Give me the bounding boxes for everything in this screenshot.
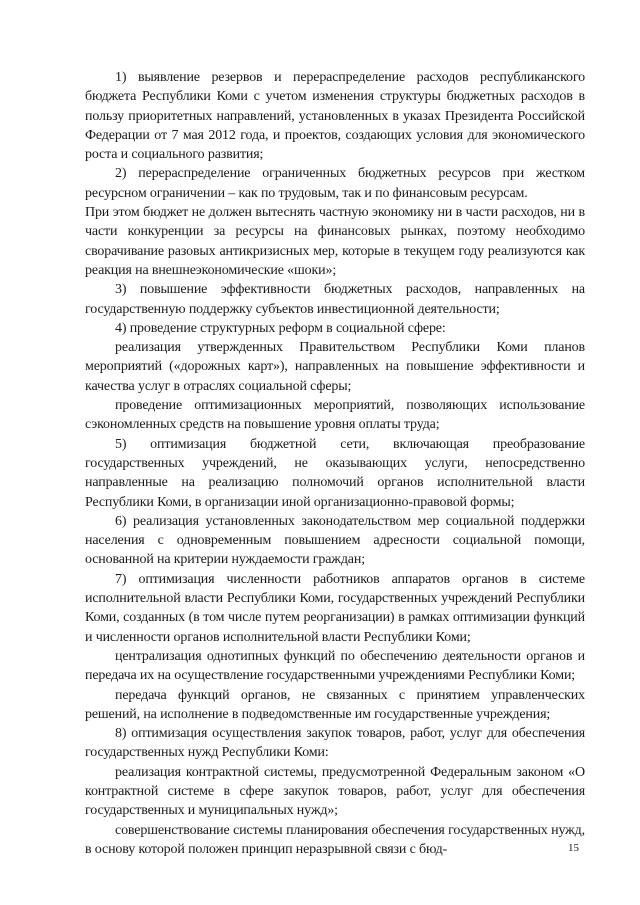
paragraph-7: проведение оптимизационных мероприятий, позволяющих использование сэкономленных средств на повышение уровня оплаты труда;: [85, 398, 585, 433]
paragraph-6: реализация утвержденных Правительством Республики Коми планов мероприятий («дорожных карт»), направленных на повышение эффективности и качества услуг в отраслях социальной сферы;: [85, 340, 585, 394]
paragraph-4: 3) повышение эффективности бюджетных расходов, направленных на государственную поддержку субъектов инвестиционной деятельности;: [85, 282, 585, 317]
paragraph-15: совершенствование системы планирования обеспечения государственных нужд, в основу которой положен принцип неразрывной связи с бюд-: [85, 822, 585, 857]
paragraph-5: 4) проведение структурных реформ в социальной сфере:: [115, 320, 446, 336]
paragraph-12: передача функций органов, не связанных с принятием управленческих решений, на исполнение в подведомственные им государственные учреждения;: [85, 687, 585, 722]
paragraph-13: 8) оптимизация осуществления закупок товаров, работ, услуг для обеспечения государственных нужд Республики Коми:: [85, 726, 585, 761]
page-number: 15: [568, 842, 579, 854]
paragraph-2: 2) перераспределение ограниченных бюджетных ресурсов при жестком ресурсном ограничении – как по трудовым, так и по финансовым ресурсам.: [85, 166, 585, 201]
paragraph-3: При этом бюджет не должен вытеснять частную экономику ни в части расходов, ни в части конкуренции за ресурсы на финансовых рынках, поэтому необходимо сворачивание разовых антикризисных мер, которые в текущем году реализуются как реакция на внешнеэкономические «шоки»;: [85, 205, 585, 278]
paragraph-1: 1) выявление резервов и перераспределение расходов республиканского бюджета Республики Коми с учетом изменения структуры бюджетных расходов в пользу приоритетных направлений, установленных в указах Президента Российской Федерации от 7 мая 2012 года, и проектов, создающих условия для экономического роста и социального развития;: [85, 70, 585, 163]
paragraph-14: реализация контрактной системы, предусмотренной Федеральным законом «О контрактной системе в сфере закупок товаров, работ, услуг для обеспечения государственных и муниципальных нужд»;: [85, 764, 585, 819]
paragraph-11: централизация однотипных функций по обеспечению деятельности органов и передача их на осуществление государственными учреждениями Республики Коми;: [85, 648, 585, 684]
paragraph-9: 6) реализация установленных законодательством мер социальной поддержки населения с одновременным повышением адресности социальной помощи, основанной на критерии нуждаемости граждан;: [85, 513, 585, 568]
paragraph-8: 5) оптимизация бюджетной сети, включающая преобразование государственных учреждений, не оказывающих услуги, непосредственно направленные на реализацию полномочий органов исполнительной власти Республики Коми, в организации иной организационно-правовой формы;: [85, 436, 585, 510]
document-body: [85, 68, 585, 859]
paragraph-10: 7) оптимизация численности работников аппаратов органов в системе исполнительной власти Республики Коми, государственных учреждений Республики Коми, созданных (в том числе путем реорганизации) в рамках оптимизации функций и численности органов исполнительной власти Республики Коми;: [85, 571, 585, 645]
